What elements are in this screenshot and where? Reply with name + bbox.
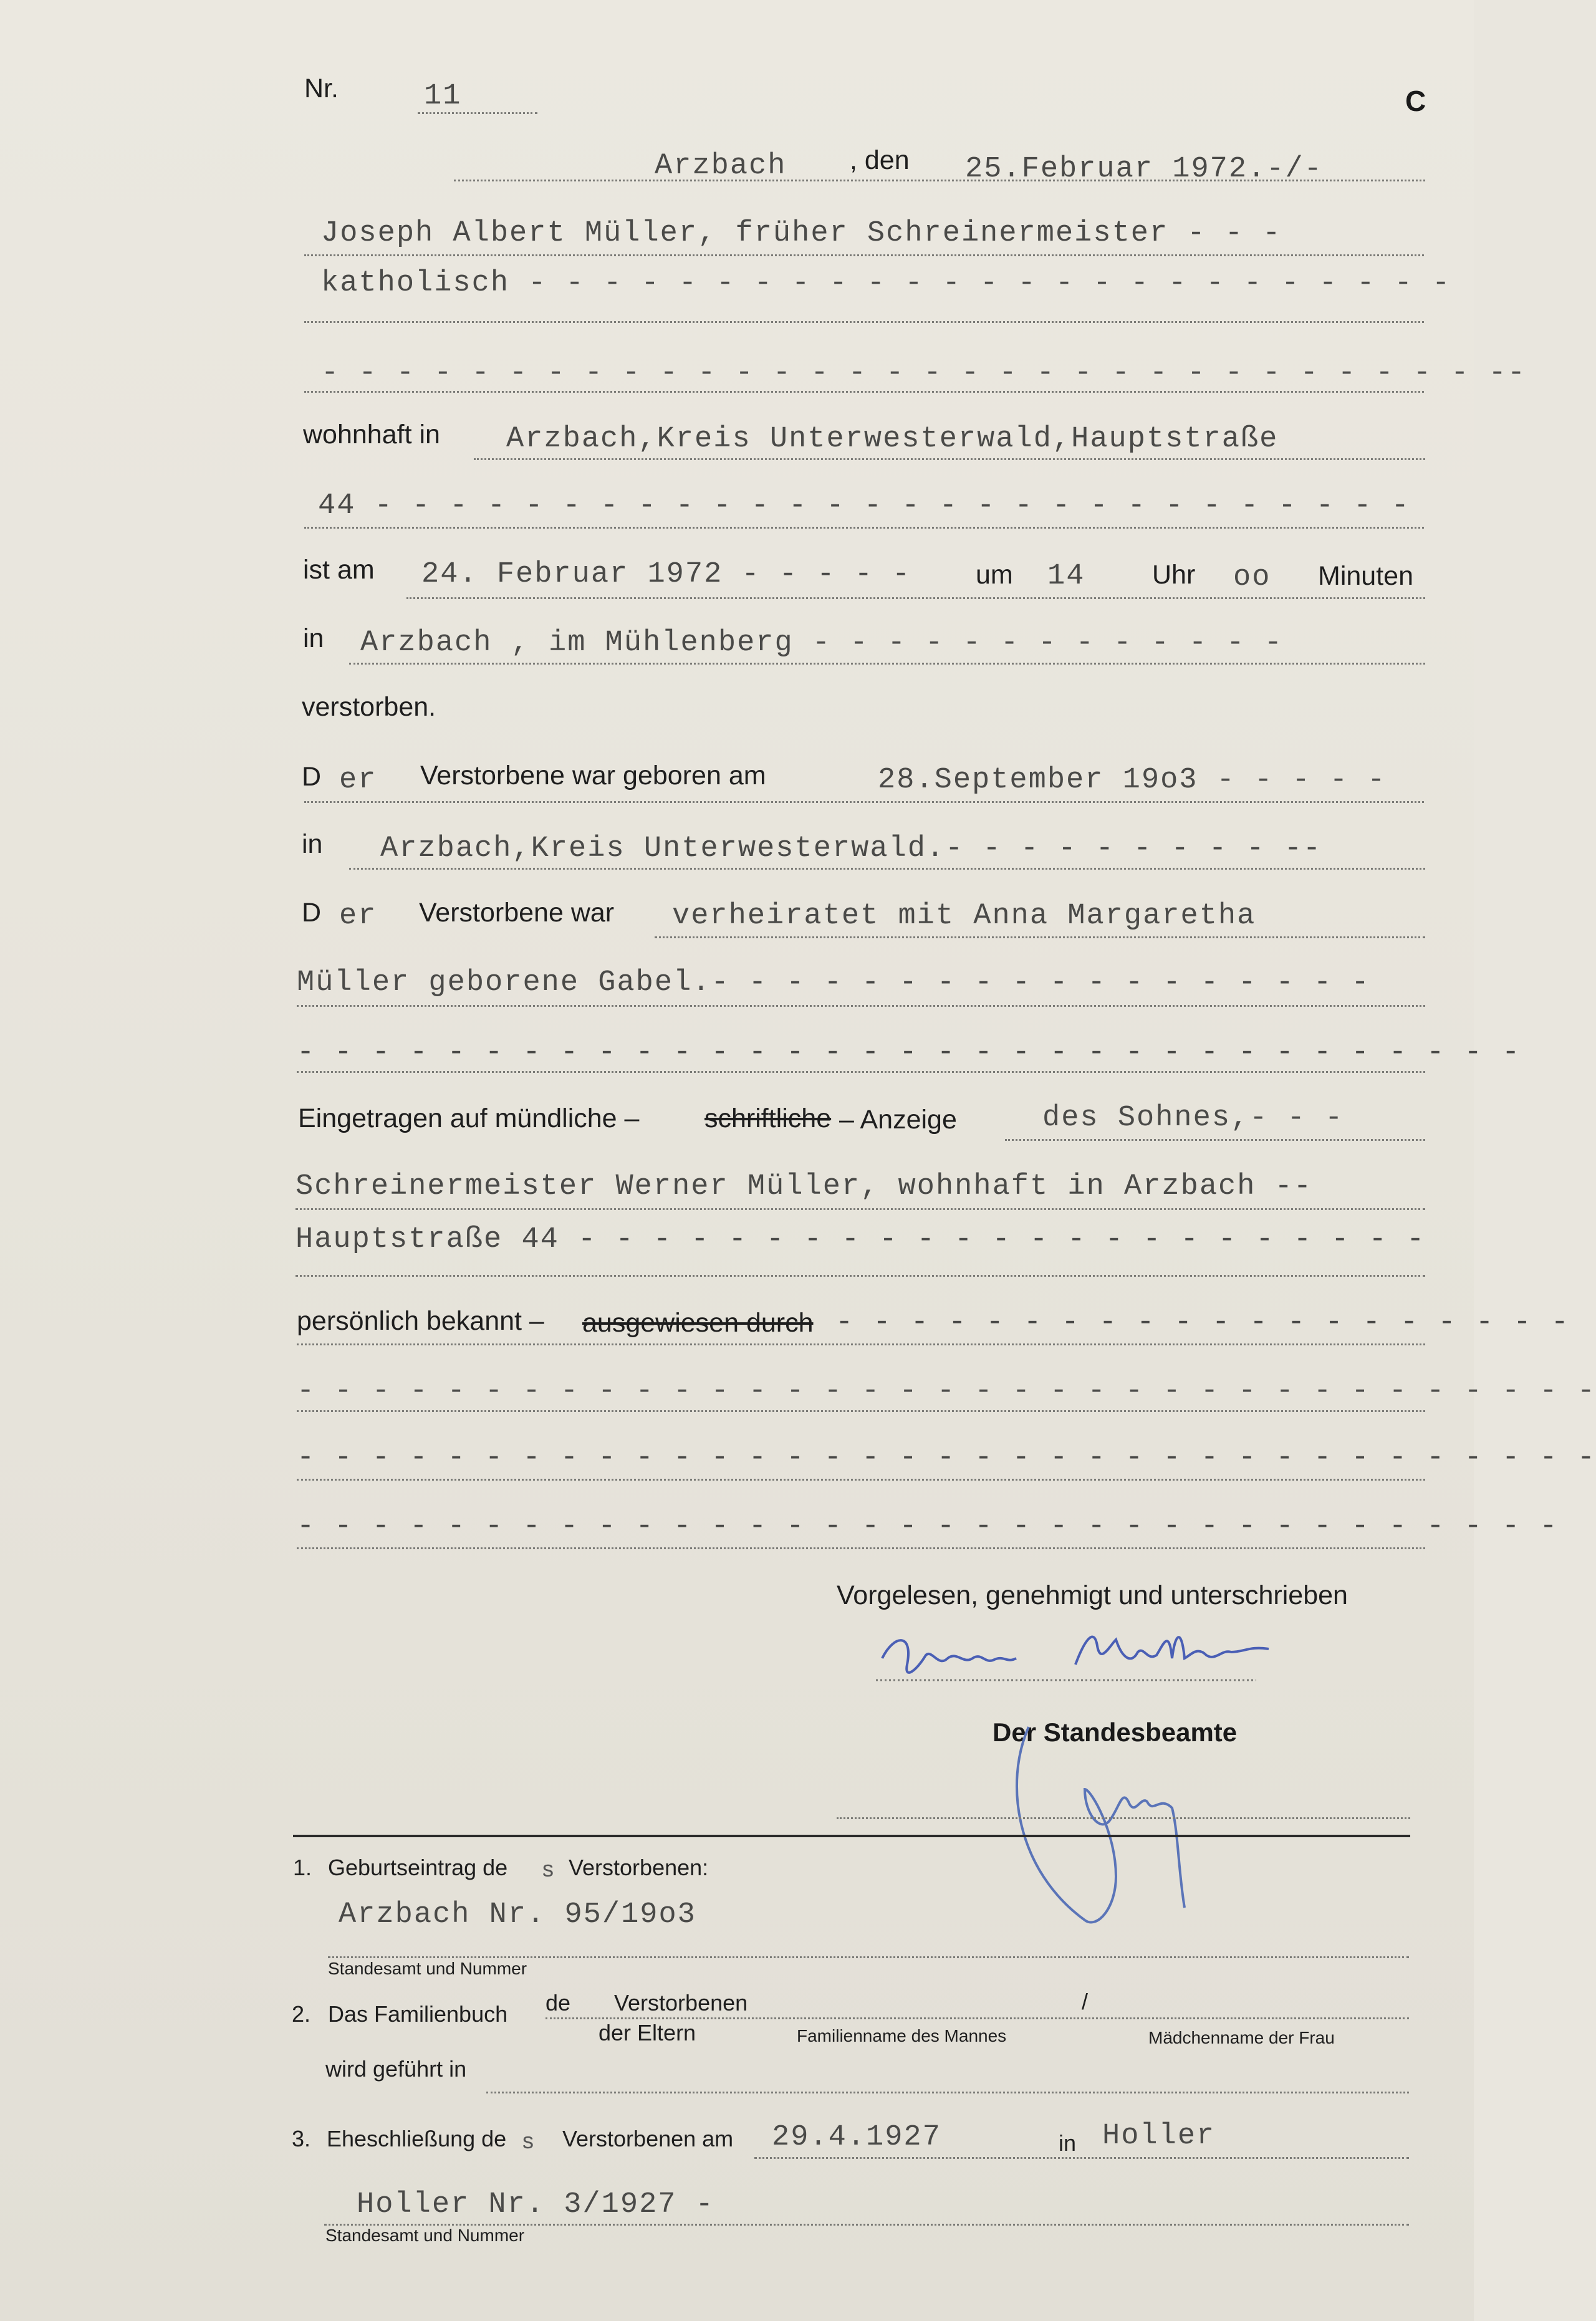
death-in-label: in <box>303 623 324 653</box>
registrar-label: Der Standesbeamte <box>993 1718 1238 1747</box>
rule-registration-2 <box>296 1208 1425 1210</box>
residence-line2: 44 - - - - - - - - - - - - - - - - - - - - - - - - - - - - <box>318 489 1410 522</box>
rule-note3 <box>754 2157 1409 2159</box>
registration-by: des Sohnes,- - - <box>1042 1102 1344 1135</box>
blank-line-1: - - - - - - - - - - - - - - - - - - - - - - - - - - - - - - - - - - - <box>297 1375 1596 1408</box>
note1-value: Arzbach Nr. 95/19o3 <box>339 1898 696 1931</box>
person-line3: - - - - - - - - - - - - - - - - - - - - - - - - - - - - - - - -- <box>321 357 1527 390</box>
death-minutes: oo <box>1233 561 1271 594</box>
den-label: , den <box>850 145 910 175</box>
rule-residence-1 <box>474 458 1425 460</box>
note2-caption-man: Familienname des Mannes <box>797 2026 1007 2045</box>
note2-verstorbenen: Verstorbenen <box>614 1990 748 2016</box>
note1-label-b: Verstorbenen: <box>569 1855 709 1880</box>
place-value: Arzbach <box>655 150 787 183</box>
rule-blank-2 <box>297 1479 1425 1481</box>
registration-line3: Hauptstraße 44 - - - - - - - - - - - - - - - - - - - - - - - <box>296 1223 1426 1256</box>
note2-label: Das Familienbuch <box>328 2001 508 2027</box>
form-letter: C <box>1405 85 1426 117</box>
rule-birth-1 <box>304 801 1424 803</box>
residence-label: wohnhaft in <box>303 420 440 449</box>
note3-label: Eheschließung de <box>327 2126 507 2151</box>
note3-caption: Standesamt und Nummer <box>325 2226 525 2245</box>
registrar-signature <box>991 1708 1253 1958</box>
marriage-status: verheiratet mit Anna Margaretha <box>672 900 1256 933</box>
birth-er: er <box>339 764 377 797</box>
birth-place: Arzbach,Kreis Unterwesterwald.- - - - - - - - - -- <box>380 832 1322 865</box>
rule-person-1 <box>304 254 1424 256</box>
birth-date: 28.September 19o3 - - - - - <box>878 764 1387 797</box>
rule-person-2 <box>304 321 1424 323</box>
blank-line-2: - - - - - - - - - - - - - - - - - - - - - - - - - - - - - - - - - - - <box>297 1441 1596 1474</box>
known-label: persönlich bekannt – <box>297 1306 544 1336</box>
note2-slash: / <box>1082 1989 1089 2014</box>
birth-in-label: in <box>302 829 323 859</box>
note1-caption: Standesamt und Nummer <box>328 1959 527 1978</box>
note3-date: 29.4.1927 <box>772 2121 941 2154</box>
date-line <box>454 180 1425 181</box>
marriage-line3: - - - - - - - - - - - - - - - - - - - - - - - - - - - - - - - - - <box>297 1036 1521 1069</box>
person-line1: Joseph Albert Müller, früher Schreinermeister - - - <box>321 217 1282 250</box>
nr-label: Nr. <box>304 74 339 103</box>
rule-registration-3 <box>296 1275 1425 1277</box>
read-approved-label: Vorgelesen, genehmigt und unterschrieben <box>837 1580 1348 1610</box>
rule-residence-2 <box>304 527 1424 529</box>
note2-caption-woman: Mädchenname der Frau <box>1148 2028 1335 2047</box>
rule-death-2 <box>349 663 1425 665</box>
note3-number: 3. <box>292 2126 311 2151</box>
rule-note2 <box>546 2017 1409 2019</box>
informant-signature <box>870 1621 1281 1696</box>
rule-marriage-2 <box>297 1005 1425 1007</box>
verstorben-text: verstorben. <box>302 692 436 722</box>
blank-line-3: - - - - - - - - - - - - - - - - - - - - - - - - - - - - - - - - - - <box>297 1510 1559 1543</box>
marriage-text: Verstorbene war <box>419 898 615 928</box>
rule-birth-2 <box>349 868 1425 870</box>
ist-am-label: ist am <box>303 555 375 585</box>
registration-line2: Schreinermeister Werner Müller, wohnhaft in Arzbach -- <box>296 1170 1313 1203</box>
nr-value: 11 <box>424 80 462 113</box>
note1-number: 1. <box>293 1855 312 1880</box>
rule-marriage-3 <box>297 1071 1425 1073</box>
rule-note1 <box>328 1956 1409 1958</box>
um-label: um <box>976 560 1013 590</box>
known-struck: ausgewiesen durch <box>582 1308 814 1338</box>
nr-line <box>418 112 537 114</box>
death-place: Arzbach , im Mühlenberg - - - - - - - - - - - - - <box>360 627 1284 660</box>
date-value: 25.Februar 1972.-/- <box>965 153 1323 186</box>
note2-number: 2. <box>292 2001 311 2027</box>
rule-marriage-1 <box>655 936 1425 938</box>
note1-label: Geburtseintrag de <box>328 1855 508 1880</box>
note3-place: Holler <box>1102 2120 1216 2153</box>
minuten-label: Minuten <box>1318 561 1413 591</box>
rule-blank-1 <box>297 1410 1425 1412</box>
rule-blank-3 <box>297 1547 1425 1549</box>
marriage-line2: Müller geborene Gabel.- - - - - - - - - - - - - - - - - - <box>297 966 1370 999</box>
rule-registrar <box>837 1817 1410 1819</box>
residence-line1: Arzbach,Kreis Unterwesterwald,Hauptstraße <box>506 423 1279 456</box>
notes-divider <box>293 1835 1410 1837</box>
note3-in: in <box>1059 2130 1077 2156</box>
rule-death-1 <box>406 597 1425 599</box>
note2-wird: wird geführt in <box>325 2056 467 2082</box>
note1-s: s <box>542 1856 554 1881</box>
death-hour: 14 <box>1047 560 1085 593</box>
marriage-d-label: D <box>302 898 322 928</box>
uhr-label: Uhr <box>1152 560 1196 590</box>
rule-known <box>297 1343 1425 1345</box>
note2-de: de <box>546 1990 571 2016</box>
marriage-er: er <box>339 900 377 933</box>
note3-label-b: Verstorbenen am <box>562 2126 734 2151</box>
birth-text: Verstorbene war geboren am <box>420 761 766 790</box>
rule-note2-wird <box>486 2092 1409 2093</box>
note2-der-eltern: der Eltern <box>598 2020 696 2045</box>
note3-value: Holler Nr. 3/1927 - <box>357 2188 714 2221</box>
registration-label-b: – Anzeige <box>839 1105 957 1135</box>
note3-s: s <box>522 2128 534 2153</box>
birth-d-label: D <box>302 762 322 792</box>
rule-person-3 <box>304 391 1424 393</box>
person-line2: katholisch - - - - - - - - - - - - - - - - - - - - - - - - - <box>321 267 1451 300</box>
death-date: 24. Februar 1972 - - - - - <box>421 558 911 591</box>
rule-registration-1 <box>1005 1139 1425 1141</box>
known-dashes: - - - - - - - - - - - - - - - - - - - - <box>835 1306 1570 1339</box>
registration-label-a: Eingetragen auf mündliche – <box>298 1103 640 1133</box>
registration-label-struck: schriftliche <box>704 1103 832 1133</box>
